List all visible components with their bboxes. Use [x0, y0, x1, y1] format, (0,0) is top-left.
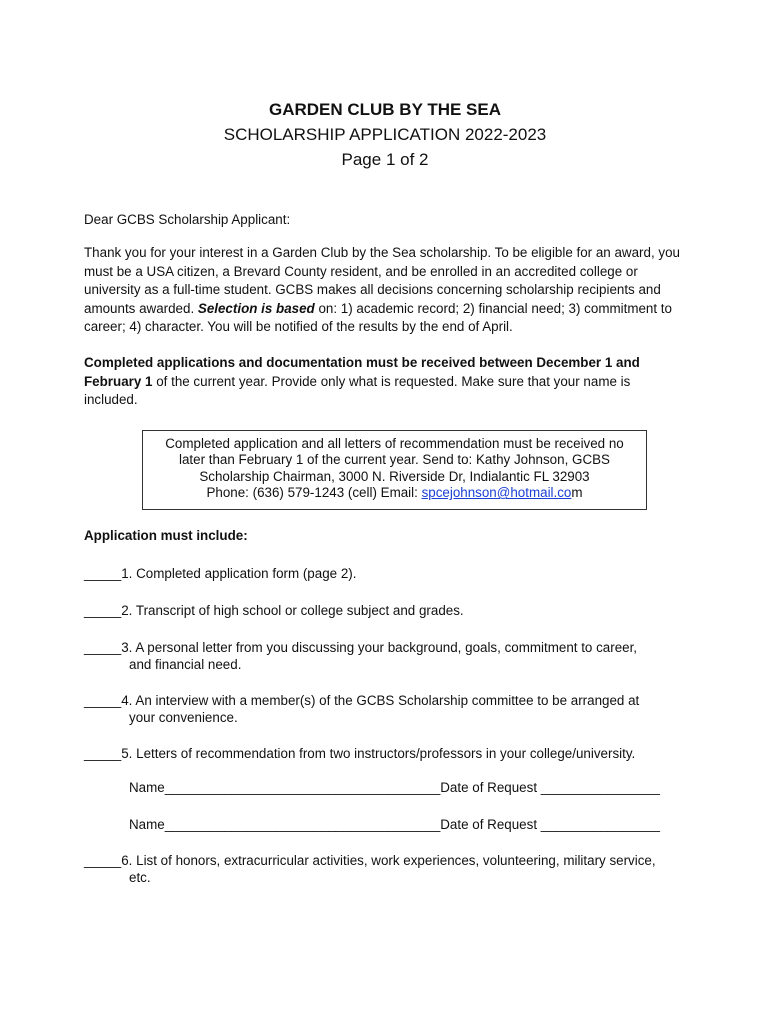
- intro-paragraph: [84, 244, 684, 337]
- deadline-bold: Completed applications and documentation must be received between December 1 and February 1: [84, 355, 640, 389]
- email-tail: m: [571, 485, 583, 501]
- requirement-item-4: [84, 692, 684, 726]
- intro-text-2: on: 1) academic record; 2) financial need; 3) commitment to career; 4) character. You will be notified of the results by the end of April.: [84, 300, 672, 335]
- requirement-text: _____1. Completed application form (page 2).: [84, 566, 357, 581]
- deadline-rest: of the current year. Provide only what is requested. Make sure that your name is included.: [84, 373, 631, 408]
- notice-line-3: Scholarship Chairman, 3000 N. Riverside Dr, Indialantic FL 32903: [199, 468, 590, 484]
- notice-line-1: Completed application and all letters of recommendation must be received no: [165, 436, 624, 451]
- recommender-name-field-1[interactable]: Name_____________________________________Date of Request ________________: [129, 780, 660, 795]
- intro-emphasis: Selection is based: [197, 300, 315, 316]
- requirement-item-2: [84, 602, 684, 619]
- contact-phone: Phone: (636) 579-1243 (cell) Email:: [206, 485, 422, 501]
- requirement-text: _____6. List of honors, extracurricular activities, work experiences, volunteering, military service,: [84, 853, 656, 868]
- greeting: Dear GCBS Scholarship Applicant:: [84, 212, 291, 227]
- requirement-text-cont: your convenience.: [129, 710, 238, 725]
- page-indicator: Page 1 of 2: [341, 150, 429, 169]
- document-header: [0, 97, 770, 172]
- application-title: SCHOLARSHIP APPLICATION 2022-2023: [223, 125, 547, 144]
- intro-text-1: Thank you for your interest in a Garden Club by the Sea scholarship. To be eligible for an award, you must be a USA citizen, a Brevard County resident, and be enrolled in an accredited college or university as a full-time student. GCBS makes all decisions concerning scholarship recipients and amounts awarded.: [84, 245, 680, 316]
- requirement-item-3: [84, 639, 684, 673]
- submission-notice-box: [142, 430, 647, 510]
- requirement-text: _____4. An interview with a member(s) of the GCBS Scholarship committee to be arranged at: [84, 693, 640, 708]
- org-title: GARDEN CLUB BY THE SEA: [268, 100, 502, 119]
- requirement-item-6: [84, 852, 684, 886]
- email-link[interactable]: spcejohnson@hotmail.co: [421, 485, 572, 501]
- requirements-heading: Application must include:: [84, 528, 248, 543]
- requirement-text: _____2. Transcript of high school or college subject and grades.: [84, 603, 464, 618]
- requirement-item-1: [84, 565, 684, 582]
- requirement-text: _____5. Letters of recommendation from two instructors/professors in your college/university.: [84, 746, 636, 761]
- requirement-text: _____3. A personal letter from you discussing your background, goals, commitment to career,: [84, 640, 638, 655]
- recommender-name-field-2[interactable]: Name_____________________________________Date of Request ________________: [129, 817, 660, 832]
- requirement-item-5: [84, 745, 684, 762]
- requirement-text-cont: and financial need.: [129, 657, 242, 672]
- notice-line-4: [143, 485, 646, 501]
- requirement-text-cont: etc.: [129, 870, 151, 885]
- notice-line-2: later than February 1 of the current year. Send to: Kathy Johnson, GCBS: [179, 452, 610, 468]
- deadline-paragraph: [84, 354, 684, 410]
